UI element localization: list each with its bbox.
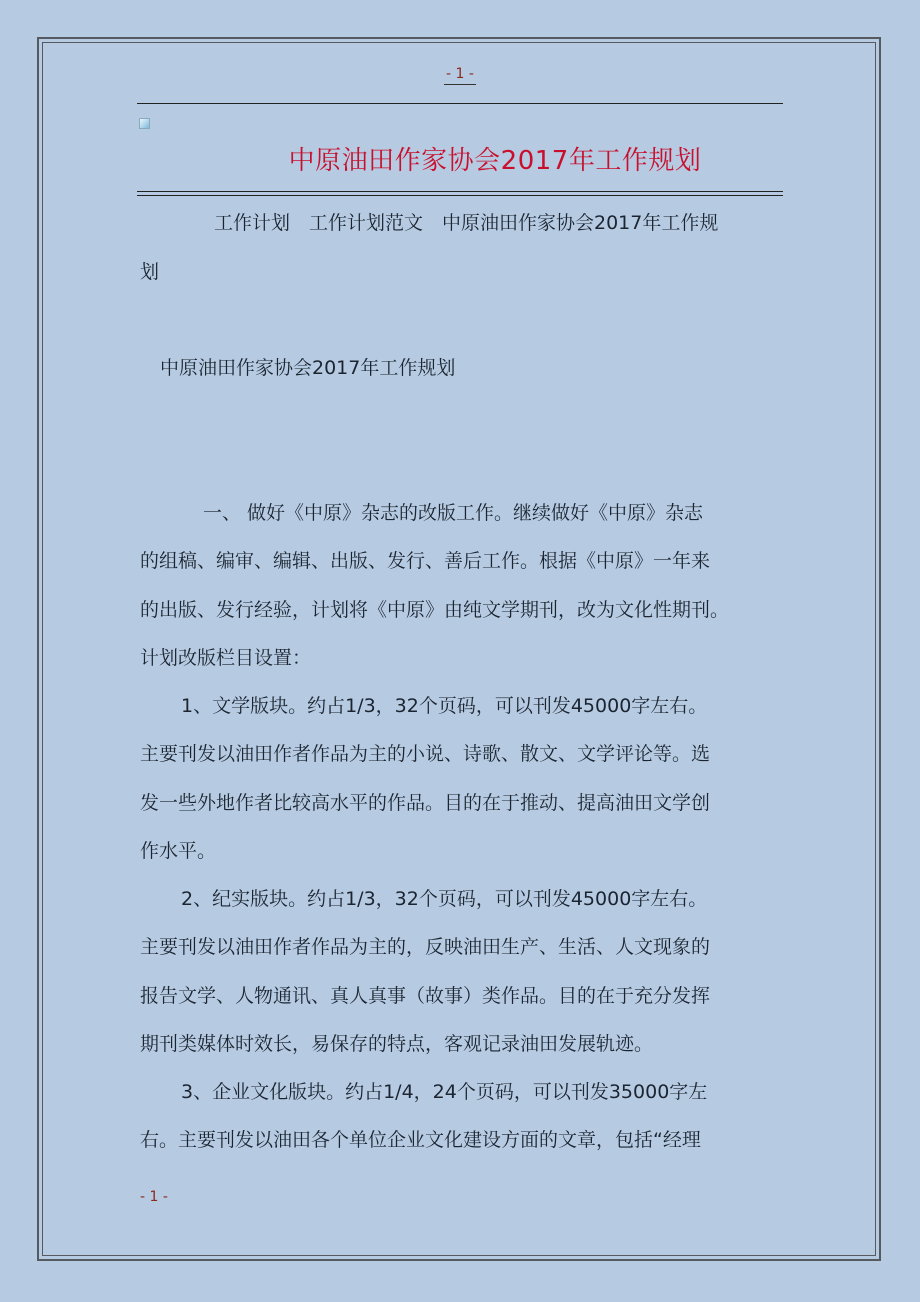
- body-line: 一、 做好《中原》杂志的改版工作。继续做好《中原》杂志: [203, 502, 704, 524]
- body-line: 1、文学版块。约占1/3，32个页码，可以刊发45000字左右。: [181, 695, 708, 717]
- body-line: 作水平。: [140, 840, 217, 862]
- subtitle: 中原油田作家协会2017年工作规划: [160, 357, 456, 379]
- body-line: 的出版、发行经验，计划将《中原》由纯文学期刊，改为文化性期刊。: [140, 599, 730, 621]
- square-bullet-icon: [139, 118, 150, 129]
- body-line: 2、纪实版块。约占1/3，32个页码，可以刊发45000字左右。: [181, 888, 708, 910]
- footer-page-number: - 1 -: [140, 1189, 168, 1205]
- body-line: 报告文学、人物通讯、真人真事（故事）类作品。目的在于充分发挥: [140, 985, 711, 1007]
- body-line: 的组稿、编审、编辑、出版、发行、善后工作。根据《中原》一年来: [140, 550, 711, 572]
- body-line: 期刊类媒体时效长，易保存的特点，客观记录油田发展轨迹。: [140, 1033, 654, 1055]
- title-double-rule: [137, 191, 783, 196]
- body-line: 3、企业文化版块。约占1/4，24个页码，可以刊发35000字左: [181, 1081, 708, 1103]
- tags-line: 划: [140, 261, 160, 283]
- header-page-number: - 1 -: [0, 66, 920, 82]
- tags-line: 工作计划 工作计划范文 中原油田作家协会2017年工作规: [214, 212, 719, 234]
- body-line: 主要刊发以油田作者作品为主的，反映油田生产、生活、人文现象的: [140, 936, 711, 958]
- body-line: 右。主要刊发以油田各个单位企业文化建设方面的文章，包括“经理: [140, 1129, 701, 1151]
- header-rule: [137, 103, 783, 104]
- body-line: 主要刊发以油田作者作品为主的小说、诗歌、散文、文学评论等。选: [140, 743, 711, 765]
- body-line: 计划改版栏目设置：: [140, 647, 312, 669]
- body-line: 发一些外地作者比较高水平的作品。目的在于推动、提高油田文学创: [140, 792, 711, 814]
- document-title: 中原油田作家协会2017年工作规划: [288, 146, 702, 176]
